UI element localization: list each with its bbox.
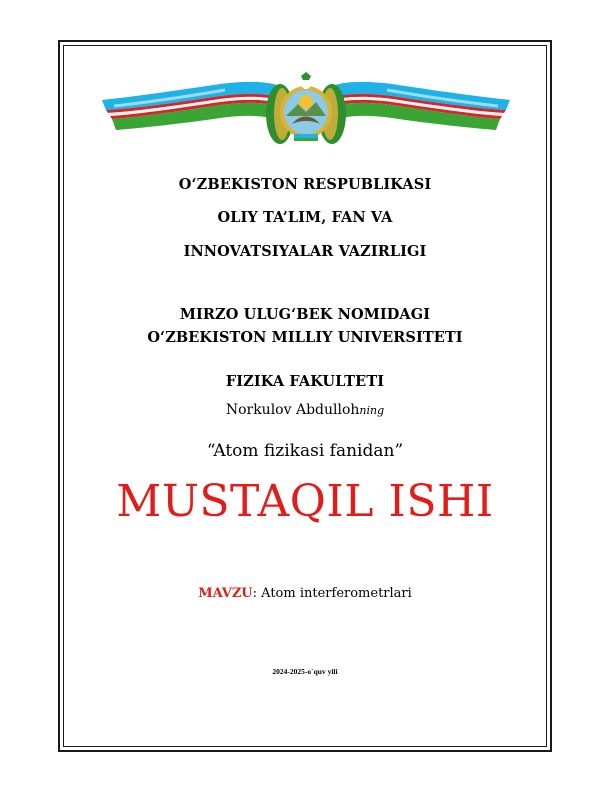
document-title: MUSTAQIL ISHI bbox=[116, 476, 494, 527]
subject-name: “Atom fizikasi fanidan” bbox=[206, 441, 404, 461]
ministry-line-3: INNOVATSIYALAR VAZIRLIGI bbox=[183, 243, 427, 260]
topic-label: MAVZU bbox=[198, 586, 253, 601]
student-name-text: Norkulov Abdulloh bbox=[225, 402, 360, 418]
university-line-2: O‘ZBEKISTON MILLIY UNIVERSITETI bbox=[147, 329, 463, 346]
state-emblem-icon bbox=[100, 70, 512, 150]
ministry-line-2: OLIY TA’LIM, FAN VA bbox=[217, 209, 393, 226]
ministry-line-1: O‘ZBEKISTON RESPUBLIKASI bbox=[178, 176, 432, 193]
topic-line bbox=[63, 586, 547, 601]
student-name bbox=[63, 402, 547, 418]
page-border-inner bbox=[63, 45, 547, 747]
student-name-suffix: ning bbox=[359, 404, 385, 417]
faculty-name: FIZIKA FAKULTETI bbox=[225, 373, 385, 390]
academic-year: 2024-2025-o`quv yili bbox=[272, 667, 338, 676]
topic-value: Atom interferometrlari bbox=[261, 586, 412, 601]
topic-separator: : bbox=[252, 586, 262, 601]
university-line-1: MIRZO ULUG‘BEK NOMIDAGI bbox=[179, 306, 431, 323]
